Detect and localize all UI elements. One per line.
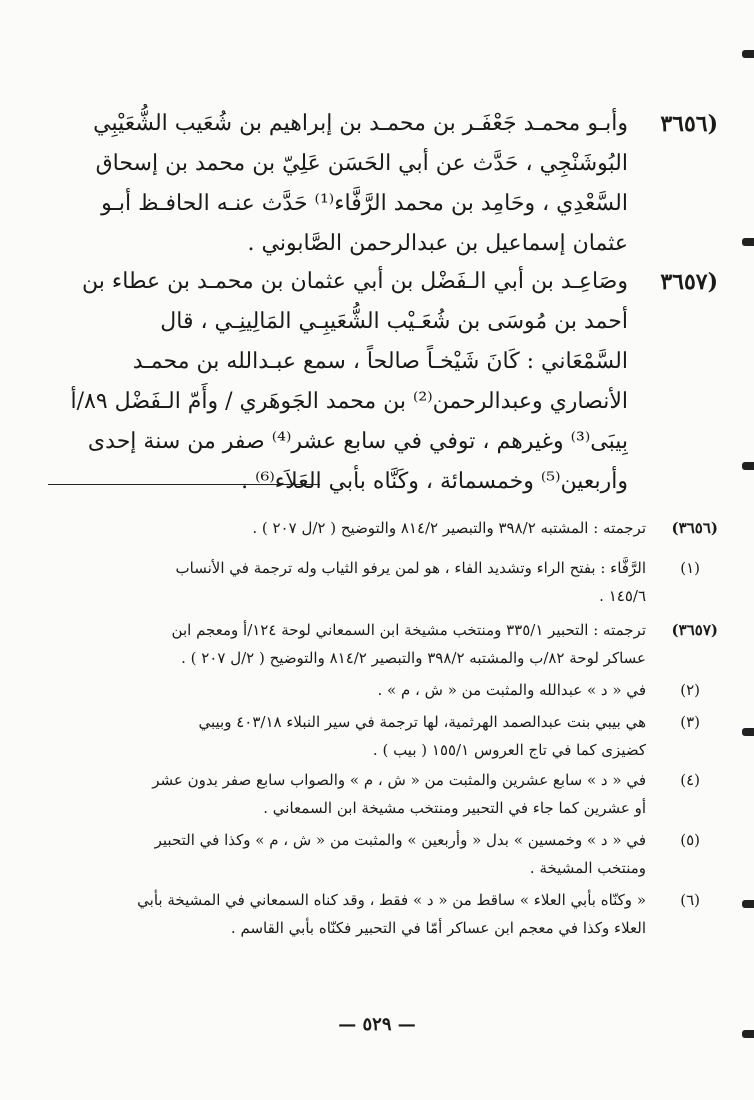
entry-number: (٣٦٥٦: [660, 111, 718, 137]
footnote-text: [28, 616, 646, 672]
footnote-line: « وكنّاه بأبي العلاء » ساقط من « د » فقط ، وقد كناه السمعاني في المشيخة بأبي: [137, 891, 646, 909]
entry-line: السَّمْعَاني : كَانَ شَيْخـاً صالحاً ، سمع عبـدالله بن محمـد: [132, 349, 628, 374]
footnote-line: أو عشرين كما جاء في التحبير ومنتخب مشيخة ابن السمعاني .: [263, 799, 646, 817]
footnote-line: ترجمته : المشتبه ٣٩٨/٢ والتبصير ٨١٤/٢ والتوضيح ( ٢/ل ٢٠٧ ) .: [252, 519, 646, 537]
page-edge-mark: [742, 728, 754, 736]
entry-text: [38, 104, 628, 264]
footnote-line: في « د » عبدالله والمثبت من « ش ، م » .: [377, 681, 646, 699]
entry-line: وأبـو محمـد جَعْفَـر بن محمـد بن إبراهيم بن شُعَيب الشُّعَيْبِي: [93, 111, 628, 136]
page-edge-mark: [742, 1030, 754, 1038]
entry-line: وصَاعِـد بن أبي الـفَضْل بن أبي عثمان بن محمـد بن عطاء بن: [82, 269, 628, 294]
footnote-text: [28, 554, 646, 610]
footnote-1: [28, 554, 718, 610]
footnote-line: في « د » وخمسين » بدل « وأربعين » والمثبت من « ش ، م » وكذا في التحبير: [154, 831, 646, 849]
footnote-marker: (١): [680, 559, 700, 577]
footnote-line: ١٤٥/٦ .: [599, 587, 646, 605]
page-edge-mark: [742, 238, 754, 246]
footnote-2: [28, 676, 718, 704]
footnote-line: ترجمته : التحبير ٣٣٥/١ ومنتخب مشيخة ابن السمعاني لوحة ١٢٤/أ ومعجم ابن: [171, 621, 646, 639]
footnote-divider: [48, 484, 320, 485]
footnote-text: [28, 886, 646, 942]
entry-3657: [38, 262, 718, 502]
entry-text: [38, 262, 628, 502]
footnote-text: [28, 766, 646, 822]
footnote-marker: (٥): [680, 831, 700, 849]
footnote-5: [28, 826, 718, 882]
footnote-marker: (٣): [680, 713, 700, 731]
footnote-marker: (٢): [680, 681, 700, 699]
footnote-line: عساكر لوحة ٨٢/ب والمشتبه ٣٩٨/٢ والتبصير ٨١٤/٢ والتوضيح ( ٢/ل ٢٠٧ ) .: [181, 649, 646, 667]
page-edge-mark: [742, 50, 754, 58]
entry-line: البُوشَنْجِي ، حَدَّث عن أبي الحَسَن عَلِيّ بن محمد بن إسحاق: [95, 151, 628, 176]
footnote-line: هي بيبي بنت عبدالصمد الهرثمية، لها ترجمة في سير النبلاء ٤٠٣/١٨ وبيبي: [198, 713, 646, 731]
footnote-3: [28, 708, 718, 764]
entry-3656: [38, 104, 718, 264]
footnote-line: الرَّفَّاء : بفتح الراء وتشديد الفاء ، هو لمن يرفو الثياب وله ترجمة في الأنساب: [175, 559, 646, 577]
footnote-text: [28, 514, 646, 542]
entry-line: أحمد بن مُوسَى بن شُعَـيْب الشُّعَيبِـي المَالِينِـي ، قال: [160, 309, 628, 334]
footnote-line: ومنتخب المشيخة .: [529, 859, 646, 877]
entry-line: الأنصاري وعبدالرحمن⁽²⁾ بن محمد الجَوهَري / وأَمّ الـفَضْل ٨٩/أ: [70, 389, 628, 414]
page-edge-mark: [742, 900, 754, 908]
footnote-3657: [28, 616, 718, 672]
entry-line: عثمان إسماعيل بن عبدالرحمن الصَّابوني .: [247, 231, 628, 256]
footnote-line: في « د » سابع عشرين والمثبت من « ش ، م » والصواب سابع صفر بدون عشر: [152, 771, 646, 789]
entry-number: (٣٦٥٧: [660, 269, 718, 295]
footnote-marker: (٣٦٥٧): [671, 621, 718, 639]
footnote-marker: (٣٦٥٦): [671, 519, 718, 537]
footnote-4: [28, 766, 718, 822]
footnote-text: [28, 676, 646, 704]
footnote-text: [28, 826, 646, 882]
footnote-line: العلاء وكذا في معجم ابن عساكر أمّا في التحبير فكنّاه بأبي القاسم .: [230, 919, 646, 937]
footnote-marker: (٤): [680, 771, 700, 789]
footnote-marker: (٦): [680, 891, 700, 909]
footnote-3656: [28, 514, 718, 542]
footnote-text: [28, 708, 646, 764]
footnote-6: [28, 886, 718, 942]
entry-line: بِيبَى⁽³⁾ وغيرهم ، توفي في سابع عشر⁽⁴⁾ صفر من سنة إحدى: [87, 429, 628, 454]
footnote-line: كضيزى كما في تاج العروس ١٥٥/١ ( بيب ) .: [372, 741, 646, 759]
entry-line: وأربعين⁽⁵⁾ وخمسمائة ، وكَنَّاه بأبي العَلاَء⁽⁶⁾ .: [241, 469, 628, 494]
entry-line: السَّعْدِي ، وحَامِد بن محمد الرَّفَّاء⁽¹⁾ حَدَّث عنـه الحافـظ أبـو: [101, 191, 628, 216]
page-edge-mark: [742, 462, 754, 470]
page-number: — ٥٢٩ —: [338, 1014, 416, 1035]
